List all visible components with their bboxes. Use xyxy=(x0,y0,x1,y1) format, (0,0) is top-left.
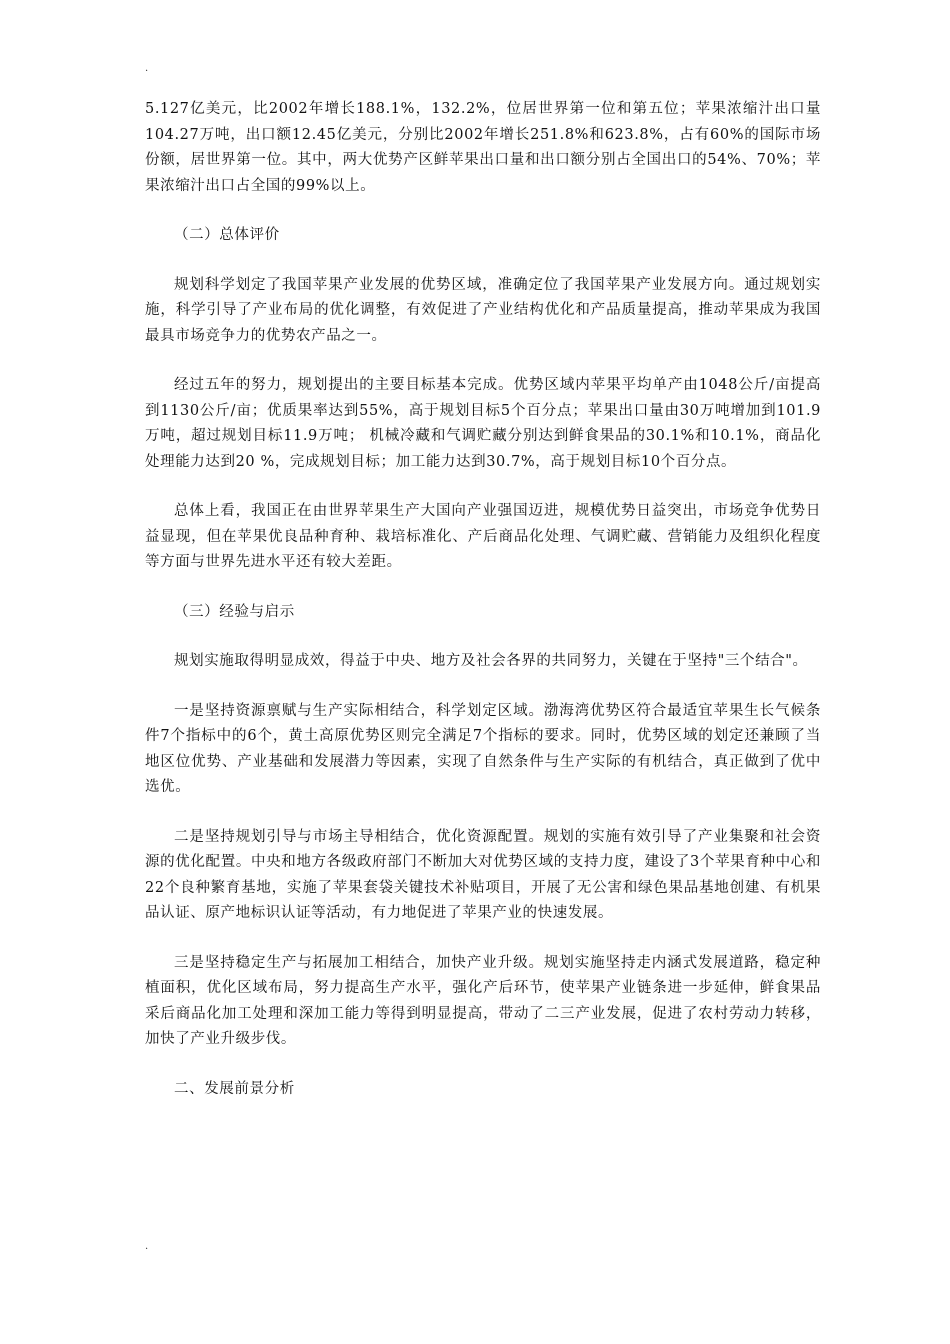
paragraph-planning-science: 规划科学划定了我国苹果产业发展的优势区域，准确定位了我国苹果产业发展方向。通过规划实施，科学引导了产业布局的优化调整，有效促进了产业结构优化和产品质量提高，推动苹果成为我国最具市场竞争力的优势农产品之一。 xyxy=(145,276,821,344)
document-body xyxy=(145,97,821,1102)
page-bottom-mark: . xyxy=(145,1241,149,1252)
section-heading-experience: （三）经验与启示 xyxy=(174,603,295,620)
paragraph-second-combination: 二是坚持规划引导与市场主导相结合，优化资源配置。规划的实施有效引导了产业集聚和社会资源的优化配置。中央和地方各级政府部门不断加大对优势区域的支持力度，建设了3个苹果育种中心和22个良种繁育基地，实施了苹果套袋关键技术补贴项目，开展了无公害和绿色果品基地创建、有机果品认证、原产地标识认证等活动，有力地促进了苹果产业的快速发展。 xyxy=(145,828,821,921)
paragraph-third-combination: 三是坚持稳定生产与拓展加工相结合，加快产业升级。规划实施坚持走内涵式发展道路，稳定种植面积，优化区域布局，努力提高生产水平，强化产后环节，使苹果产业链条进一步延伸，鲜食果品采后商品化加工处理和深加工能力等得到明显提高，带动了二三产业发展，促进了农村劳动力转移，加快了产业升级步伐。 xyxy=(145,954,821,1047)
page-top-mark: . xyxy=(145,63,149,74)
paragraph-five-year-results: 经过五年的努力，规划提出的主要目标基本完成。优势区域内苹果平均单产由1048公斤/亩提高到1130公斤/亩；优质果率达到55%，高于规划目标5个百分点；苹果出口量由30万吨增加到101.9万吨，超过规划目标11.9万吨； 机械冷藏和气调贮藏分别达到鲜食果品的30.1%和10.1%，商品化处理能力达到20 %，完成规划目标；加工能力达到30.7%，高于规划目标10个百分点。 xyxy=(145,377,821,470)
paragraph-export-statistics: 5.127亿美元，比2002年增长188.1%，132.2%，位居世界第一位和第五位；苹果浓缩汁出口量104.27万吨，出口额12.45亿美元，分别比2002年增长251.8%和623.8%，占有60%的国际市场份额，居世界第一位。其中，两大优势产区鲜苹果出口量和出口额分别占全国出口的54%、70%；苹果浓缩汁出口占全国的99%以上。 xyxy=(145,101,821,194)
paragraph-overall-view: 总体上看，我国正在由世界苹果生产大国向产业强国迈进，规模优势日益突出，市场竞争优势日益显现，但在苹果优良品种育种、栽培标准化、产后商品化处理、气调贮藏、营销能力及组织化程度等方面与世界先进水平还有较大差距。 xyxy=(145,503,821,570)
paragraph-first-combination: 一是坚持资源禀赋与生产实际相结合，科学划定区域。渤海湾优势区符合最适宜苹果生长气候条件7个指标中的6个，黄土高原优势区则完全满足7个指标的要求。同时，优势区域的划定还兼顾了当地区位优势、产业基础和发展潜力等因素，实现了自然条件与生产实际的有机结合，真正做到了优中选优。 xyxy=(145,702,821,795)
section-heading-development-prospects: 二、发展前景分析 xyxy=(174,1080,295,1097)
section-heading-overall-evaluation: （二）总体评价 xyxy=(174,227,280,243)
paragraph-three-combinations: 规划实施取得明显成效，得益于中央、地方及社会各界的共同努力，关键在于坚持"三个结合"。 xyxy=(174,653,808,669)
